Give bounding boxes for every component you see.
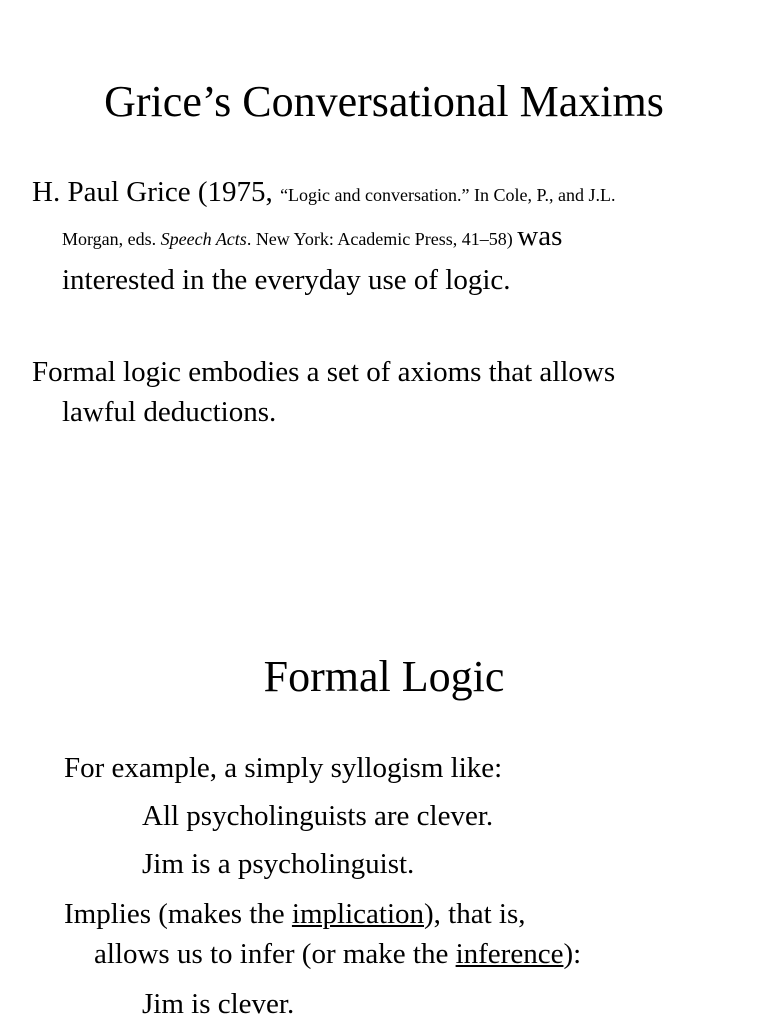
grice-intro-paragraph <box>32 172 744 300</box>
example-intro: For example, a simply syllogism like: <box>64 752 503 784</box>
paragraph-line <box>32 215 744 260</box>
slide-title: Grice’s Conversational Maxims <box>104 77 664 126</box>
citation-book-title: Speech Acts <box>160 229 247 249</box>
citation-text: Morgan, eds. <box>62 229 161 249</box>
syllogism-conclusion: Jim is clever. <box>142 988 295 1020</box>
inference-lead: allows us to infer (or make the <box>94 938 456 970</box>
citation-text: . New York: Academic Press, 41–58) <box>246 229 518 249</box>
paragraph-line <box>32 172 744 215</box>
citation-text: “Logic and conversation.” In Cole, P., and J.L. <box>280 185 616 205</box>
author-lead: H. Paul Grice (1975, <box>32 176 281 208</box>
syllogism-premise-1: All psycholinguists are clever. <box>142 800 494 832</box>
body-text: was <box>517 220 563 252</box>
paragraph-line: lawful deductions. <box>62 396 277 428</box>
slide-title: Formal Logic <box>263 652 505 701</box>
inference-line <box>94 936 581 972</box>
paragraph-line: Formal logic embodies a set of axioms that allows <box>32 356 616 388</box>
implication-term: implication <box>291 898 425 930</box>
slide-formal-logic <box>0 512 768 1024</box>
implication-line <box>64 896 526 932</box>
syllogism-premise-2: Jim is a psycholinguist. <box>142 848 415 880</box>
formal-logic-paragraph <box>32 352 744 432</box>
inference-term: inference <box>455 938 564 970</box>
implication-lead: Implies (makes the <box>64 898 292 930</box>
implication-tail: ), that is, <box>424 898 526 930</box>
inference-tail: ): <box>563 938 582 970</box>
paragraph-line: interested in the everyday use of logic. <box>62 264 511 296</box>
